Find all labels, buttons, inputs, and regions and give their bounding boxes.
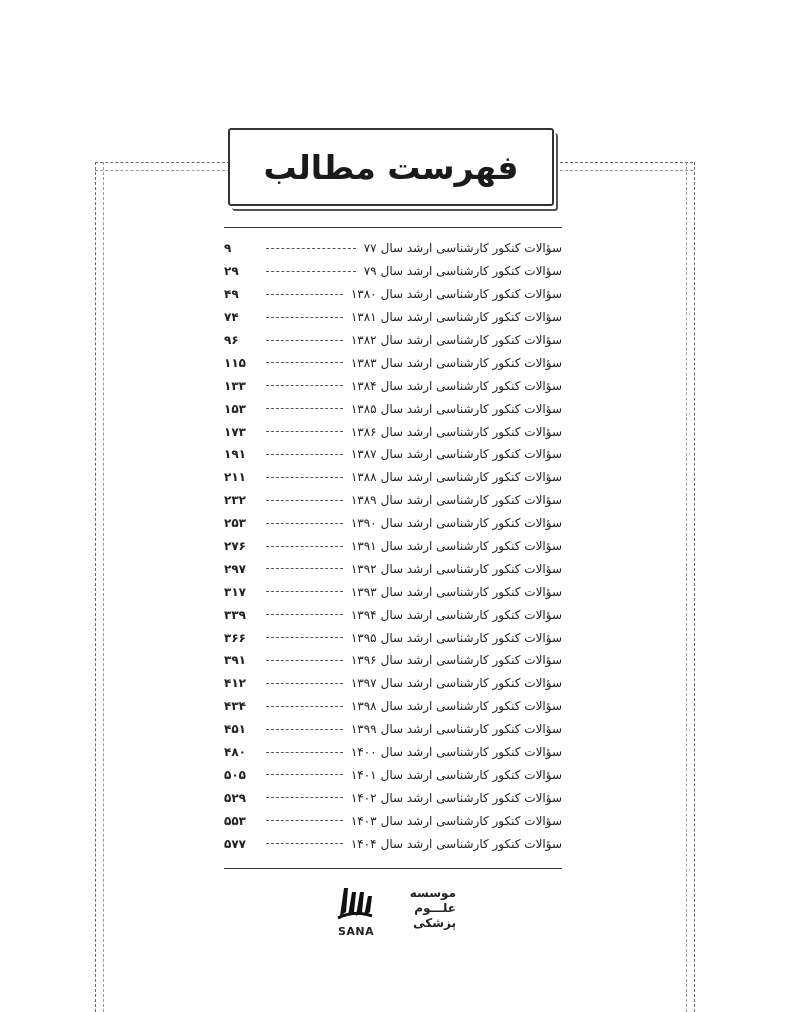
- toc-year: ۷۷: [363, 241, 377, 256]
- toc-leader: [266, 752, 343, 753]
- toc-page-number: ۱۹۱: [224, 447, 246, 462]
- toc-page-number: ۱۳۳: [224, 378, 246, 393]
- toc-year: ۱۳۹۷: [350, 676, 377, 691]
- toc-label: سؤالات کنکور کارشناسی ارشد سال: [380, 470, 562, 485]
- toc-leader: [266, 729, 343, 730]
- toc-year: ۱۳۹۶: [350, 653, 377, 668]
- toc-label: سؤالات کنکور کارشناسی ارشد سال: [380, 790, 562, 805]
- toc-row[interactable]: [224, 832, 562, 855]
- toc-leader: [266, 546, 343, 547]
- toc-year: ۱۳۸۶: [350, 424, 377, 439]
- toc-page-number: ۲۷۶: [224, 539, 246, 554]
- toc-row[interactable]: [224, 512, 562, 535]
- toc-row[interactable]: [224, 351, 562, 374]
- divider-bottom: [224, 868, 562, 869]
- toc-leader: [266, 271, 356, 272]
- toc-leader: [266, 660, 343, 661]
- toc-row[interactable]: [224, 306, 562, 329]
- toc-label: سؤالات کنکور کارشناسی ارشد سال: [380, 241, 562, 256]
- toc-label: سؤالات کنکور کارشناسی ارشد سال: [380, 378, 562, 393]
- toc-row[interactable]: [224, 260, 562, 283]
- toc-leader: [266, 408, 343, 409]
- toc-row[interactable]: [224, 466, 562, 489]
- toc-label: سؤالات کنکور کارشناسی ارشد سال: [380, 584, 562, 599]
- toc-row[interactable]: [224, 603, 562, 626]
- toc-year: ۱۳۹۲: [350, 561, 377, 576]
- toc-label: سؤالات کنکور کارشناسی ارشد سال: [380, 561, 562, 576]
- toc-year: ۱۴۰۲: [350, 790, 377, 805]
- publisher-logo: [334, 882, 456, 938]
- toc-row[interactable]: [224, 557, 562, 580]
- toc-label: سؤالات کنکور کارشناسی ارشد سال: [380, 767, 562, 782]
- frame-border-top-left: [95, 162, 230, 171]
- toc-page-number: ۲۹۷: [224, 561, 246, 576]
- toc-page-number: ۳۱۷: [224, 584, 246, 599]
- toc-row[interactable]: [224, 443, 562, 466]
- toc-row[interactable]: [224, 535, 562, 558]
- publisher-name: [410, 886, 456, 931]
- publisher-name-line2: علـــوم: [414, 901, 456, 915]
- toc-year: ۱۴۰۳: [350, 813, 377, 828]
- toc-year: ۱۳۸۴: [350, 378, 377, 393]
- toc-row[interactable]: [224, 489, 562, 512]
- toc-row[interactable]: [224, 695, 562, 718]
- frame-border-top-right: [555, 162, 693, 171]
- toc-year: ۱۳۹۱: [350, 539, 377, 554]
- toc-label: سؤالات کنکور کارشناسی ارشد سال: [380, 264, 562, 279]
- toc-year: ۱۳۸۲: [350, 333, 377, 347]
- toc-label: سؤالات کنکور کارشناسی ارشد سال: [380, 333, 562, 347]
- toc-label: سؤالات کنکور کارشناسی ارشد سال: [380, 401, 562, 416]
- toc-leader: [266, 500, 343, 501]
- toc-label: سؤالات کنکور کارشناسی ارشد سال: [380, 539, 562, 554]
- sana-logo-mark-icon: [334, 882, 374, 926]
- toc-leader: [266, 317, 343, 318]
- toc-label: سؤالات کنکور کارشناسی ارشد سال: [380, 745, 562, 760]
- toc-year: ۱۳۸۱: [350, 310, 377, 325]
- toc-label: سؤالات کنکور کارشناسی ارشد سال: [380, 813, 562, 828]
- toc-leader: [266, 706, 343, 707]
- toc-row[interactable]: [224, 420, 562, 443]
- toc-year: ۱۳۹۸: [350, 699, 377, 714]
- toc-label: سؤالات کنکور کارشناسی ارشد سال: [380, 607, 562, 622]
- toc-page-number: ۲۳۲: [224, 493, 246, 508]
- toc-leader: [266, 774, 343, 775]
- toc-year: ۱۳۸۸: [350, 470, 377, 485]
- toc-leader: [266, 454, 343, 455]
- toc-label: سؤالات کنکور کارشناسی ارشد سال: [380, 310, 562, 325]
- toc-leader: [266, 568, 343, 569]
- toc-page-number: ۲۹: [224, 264, 239, 279]
- toc-page-number: ۴۳۴: [224, 699, 246, 714]
- toc-row[interactable]: [224, 672, 562, 695]
- toc-row[interactable]: [224, 626, 562, 649]
- frame-border-right: [686, 162, 695, 1012]
- toc-label: سؤالات کنکور کارشناسی ارشد سال: [380, 287, 562, 302]
- toc-leader: [266, 362, 343, 363]
- frame-border-left: [95, 162, 104, 1012]
- toc-page-number: ۴۵۱: [224, 722, 246, 737]
- toc-page-number: ۹۶: [224, 333, 239, 347]
- toc-page-number: ۴۸۰: [224, 745, 246, 760]
- toc-leader: [266, 637, 343, 638]
- toc-year: ۱۳۹۵: [350, 630, 377, 645]
- toc-row[interactable]: [224, 580, 562, 603]
- toc-leader: [266, 614, 343, 615]
- toc-row[interactable]: [224, 786, 562, 809]
- toc-year: ۱۳۸۵: [350, 401, 377, 416]
- toc-leader: [266, 385, 343, 386]
- toc-leader: [266, 820, 343, 821]
- toc-year: ۱۴۰۰: [350, 745, 377, 760]
- table-of-contents: [224, 237, 562, 855]
- toc-year: ۱۳۸۷: [350, 447, 377, 462]
- toc-year: ۱۳۸۳: [350, 355, 377, 370]
- toc-page-number: ۳۳۹: [224, 607, 246, 622]
- toc-row[interactable]: [224, 283, 562, 306]
- toc-row[interactable]: [224, 718, 562, 741]
- toc-page-number: ۱۷۳: [224, 424, 246, 439]
- toc-year: ۱۳۹۴: [350, 607, 377, 622]
- toc-year: ۱۳۸۰: [350, 287, 377, 302]
- toc-page-number: ۵۰۵: [224, 767, 246, 782]
- toc-label: سؤالات کنکور کارشناسی ارشد سال: [380, 516, 562, 531]
- title-box: [228, 128, 554, 206]
- toc-page-number: ۵۷۷: [224, 836, 246, 851]
- publisher-name-line1: موسسه: [409, 886, 456, 900]
- toc-leader: [266, 248, 356, 249]
- toc-page-number: ۵۲۹: [224, 790, 246, 805]
- publisher-latin-name: SANA: [338, 925, 375, 938]
- toc-page-number: ۳۹۱: [224, 653, 246, 668]
- toc-label: سؤالات کنکور کارشناسی ارشد سال: [380, 722, 562, 737]
- toc-leader: [266, 431, 343, 432]
- toc-label: سؤالات کنکور کارشناسی ارشد سال: [380, 676, 562, 691]
- toc-year: ۷۹: [363, 264, 377, 279]
- divider-top: [224, 227, 562, 228]
- toc-leader: [266, 591, 343, 592]
- toc-leader: [266, 294, 343, 295]
- toc-row[interactable]: [224, 809, 562, 832]
- toc-label: سؤالات کنکور کارشناسی ارشد سال: [380, 653, 562, 668]
- toc-label: سؤالات کنکور کارشناسی ارشد سال: [380, 836, 562, 851]
- page-title: فهرست مطالب: [263, 147, 519, 187]
- toc-row[interactable]: [224, 374, 562, 397]
- toc-page-number: ۷۴: [224, 310, 239, 325]
- toc-label: سؤالات کنکور کارشناسی ارشد سال: [380, 355, 562, 370]
- toc-year: ۱۳۸۹: [350, 493, 377, 508]
- toc-row[interactable]: [224, 397, 562, 420]
- toc-label: سؤالات کنکور کارشناسی ارشد سال: [380, 699, 562, 714]
- toc-row[interactable]: [224, 649, 562, 672]
- toc-label: سؤالات کنکور کارشناسی ارشد سال: [380, 424, 562, 439]
- toc-year: ۱۳۹۳: [350, 584, 377, 599]
- toc-leader: [266, 477, 343, 478]
- toc-page-number: ۵۵۳: [224, 813, 246, 828]
- toc-page-number: ۱۱۵: [224, 355, 246, 370]
- toc-leader: [266, 523, 343, 524]
- toc-leader: [266, 340, 343, 341]
- toc-page-number: ۲۵۳: [224, 516, 246, 531]
- toc-year: ۱۴۰۱: [350, 767, 377, 782]
- toc-row[interactable]: [224, 329, 562, 352]
- toc-row[interactable]: [224, 763, 562, 786]
- toc-page-number: ۱۵۳: [224, 401, 246, 416]
- toc-page-number: ۲۱۱: [224, 470, 246, 485]
- toc-row[interactable]: [224, 741, 562, 764]
- toc-label: سؤالات کنکور کارشناسی ارشد سال: [380, 493, 562, 508]
- toc-year: ۱۳۹۰: [350, 516, 377, 531]
- toc-page-number: ۴۱۲: [224, 676, 246, 691]
- toc-row[interactable]: [224, 237, 562, 260]
- toc-label: سؤالات کنکور کارشناسی ارشد سال: [380, 447, 562, 462]
- toc-year: ۱۳۹۹: [350, 722, 377, 737]
- toc-page-number: ۳۶۶: [224, 630, 246, 645]
- publisher-name-line3: پزشکی: [413, 916, 456, 930]
- toc-leader: [266, 683, 343, 684]
- toc-year: ۱۴۰۴: [350, 836, 377, 851]
- toc-label: سؤالات کنکور کارشناسی ارشد سال: [380, 630, 562, 645]
- toc-leader: [266, 797, 343, 798]
- toc-leader: [266, 843, 343, 844]
- toc-page-number: ۴۹: [224, 287, 239, 302]
- toc-page-number: ۹: [224, 241, 232, 256]
